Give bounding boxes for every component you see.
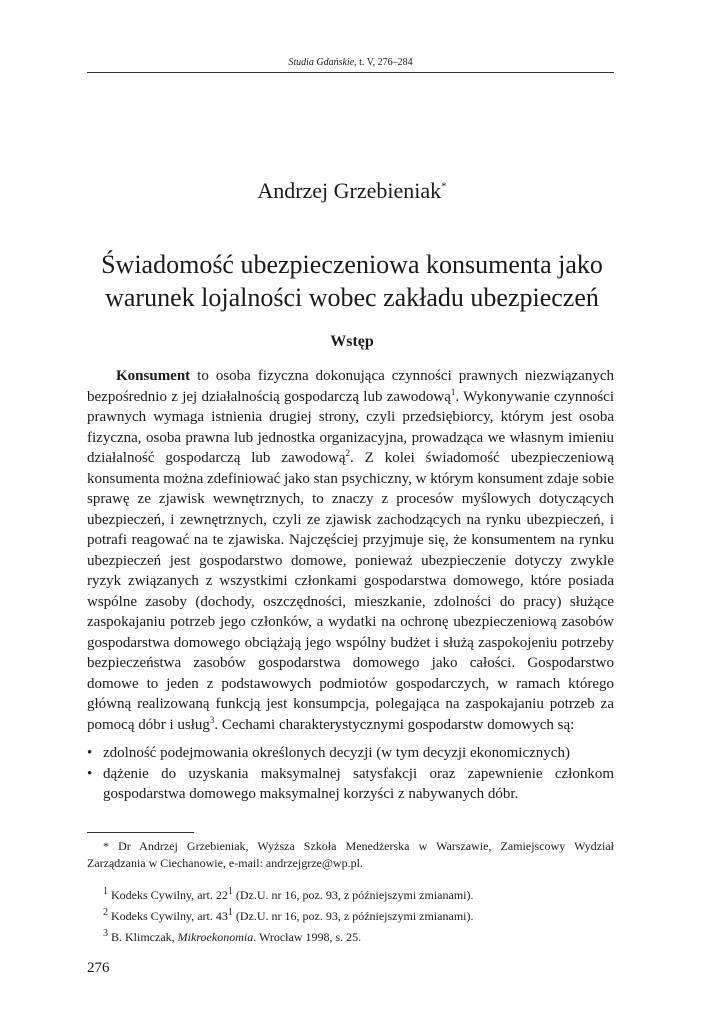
footnote-number: 3 xyxy=(103,928,108,939)
body-text-part-4: . Cechami charakterystycznymi gospodarstw domowych są: xyxy=(214,716,575,733)
footnote-text: Kodeks Cywilny, art. 43 xyxy=(108,909,228,923)
bullet-list xyxy=(87,743,614,805)
journal-volume-pages: , t. V, 276–284 xyxy=(354,57,413,68)
article-title: Świadomość ubezpieczeniowa konsumenta jako warunek lojalności wobec zakładu ubezpieczeń xyxy=(101,250,603,312)
running-head xyxy=(87,57,614,68)
body-text-part-3: . Z kolei świadomość ubezpieczeniową konsumenta można zdefiniować jako stan psychiczny, w którym konsument zdaje sobie sprawę ze zjawisk wewnętrznych, to znaczy z procesów myślowych dotyczących ubezpieczeń, i zewnętrznych, czyli ze zjawisk zachodzących na rynku ubezpieczeń, i potrafi reagować na te zjawiska. Najczęściej przyjmuje się, że konsumentem na rynku ubezpieczeń jest gospodarstwo domowe, ponieważ ubezpieczenie dotyczy zwykle ryzyk związanych z wszystkimi członkami gospodarstwa domowego, które posiada wspólne zasoby (dochody, oszczędności, mieszkanie, zdolności do pracy) służące zaspokajaniu potrzeb jego członków, a wydatki na ochronę ubezpieczeniową zasobów gospodarstwa domowego obciążają jego wspólny budżet i służą zaspokojeniu potrzeby bezpieczeństwa zasobów gospodarstwa domowego jako całości. Gospodarstwo domowe to jeden z podstawowych podmiotów gospodarczych, w ramach którego główną realizowaną funkcją jest konsumpcja, polegająca na zaspokajaniu potrzeb za pomocą dóbr i usług xyxy=(87,450,614,733)
footnote-text-end: (Dz.U. nr 16, poz. 93, z późniejszymi zmianami). xyxy=(232,909,474,923)
bullet-marker: • xyxy=(87,765,93,782)
footnote-text-end: (Dz.U. nr 16, poz. 93, z późniejszymi zmianami). xyxy=(232,888,474,902)
footnote-ref-3: 3 xyxy=(209,714,215,725)
bullet-marker: • xyxy=(87,745,93,761)
footnote-text: B. Klimczak, xyxy=(108,930,178,944)
footnote-ref-2: 2 xyxy=(345,448,350,458)
footnote-superscript: 1 xyxy=(227,886,233,897)
list-item xyxy=(87,764,614,805)
footnote-text-end: . Wrocław 1998, s. 25. xyxy=(253,930,362,944)
body-paragraph xyxy=(87,366,614,735)
page-number: 276 xyxy=(87,960,110,976)
author-line xyxy=(0,178,704,204)
footnote-superscript: 1 xyxy=(227,907,233,918)
body-text-part-1: to osoba fizyczna dokonująca czynności prawnych niezwiązanych bezpośrednio z jej działalnością gospodarczą lub zawodową xyxy=(87,368,614,405)
body-text-part-2: . Wykonywanie czynności prawnych wymaga istnienia drugiej strony, czyli przedsiębiorcy, którym jest osoba fizyczna, osoba prawna lub jednostka organizacyjna, prowadząca we własnym imieniu działalność gospodarczą lub zawodową xyxy=(87,388,614,466)
book-title: Mikroekonomia xyxy=(177,930,254,944)
footnote-ref-1: 1 xyxy=(450,386,456,397)
footnote-text: Kodeks Cywilny, art. 22 xyxy=(108,888,228,902)
lead-term: Konsument xyxy=(116,368,191,384)
journal-name: Studia Gdańskie xyxy=(288,57,355,68)
list-item-text: dążenie do uzyskania maksymalnej satysfakcji oraz zapewnienie członkom gospodarstwa domowego maksymalnej korzyści z nabywanych dóbr. xyxy=(103,765,614,802)
footnote-rule xyxy=(87,832,194,833)
footnote-number: 1 xyxy=(103,886,108,897)
footnote xyxy=(87,904,614,925)
section-heading: Wstęp xyxy=(330,333,374,350)
list-item xyxy=(87,743,614,764)
footnote xyxy=(87,925,614,946)
list-item-text: zdolność podejmowania określonych decyzji (w tym decyzji ekonomicznych) xyxy=(103,745,570,761)
footnote-number: 2 xyxy=(103,907,108,918)
footnote-list xyxy=(87,883,614,946)
author-footnote-mark: * xyxy=(441,180,447,193)
footnote xyxy=(87,883,614,904)
header-rule xyxy=(87,72,614,73)
author-footnote: * Dr Andrzej Grzebieniak, Wyższa Szkoła Menedżerska w Warszawie, Zamiejscowy Wydział Zarządzania w Ciechanowie, e-mail: andrzejgrze@wp.pl. xyxy=(87,839,614,870)
author-name: Andrzej Grzebieniak xyxy=(257,178,442,203)
